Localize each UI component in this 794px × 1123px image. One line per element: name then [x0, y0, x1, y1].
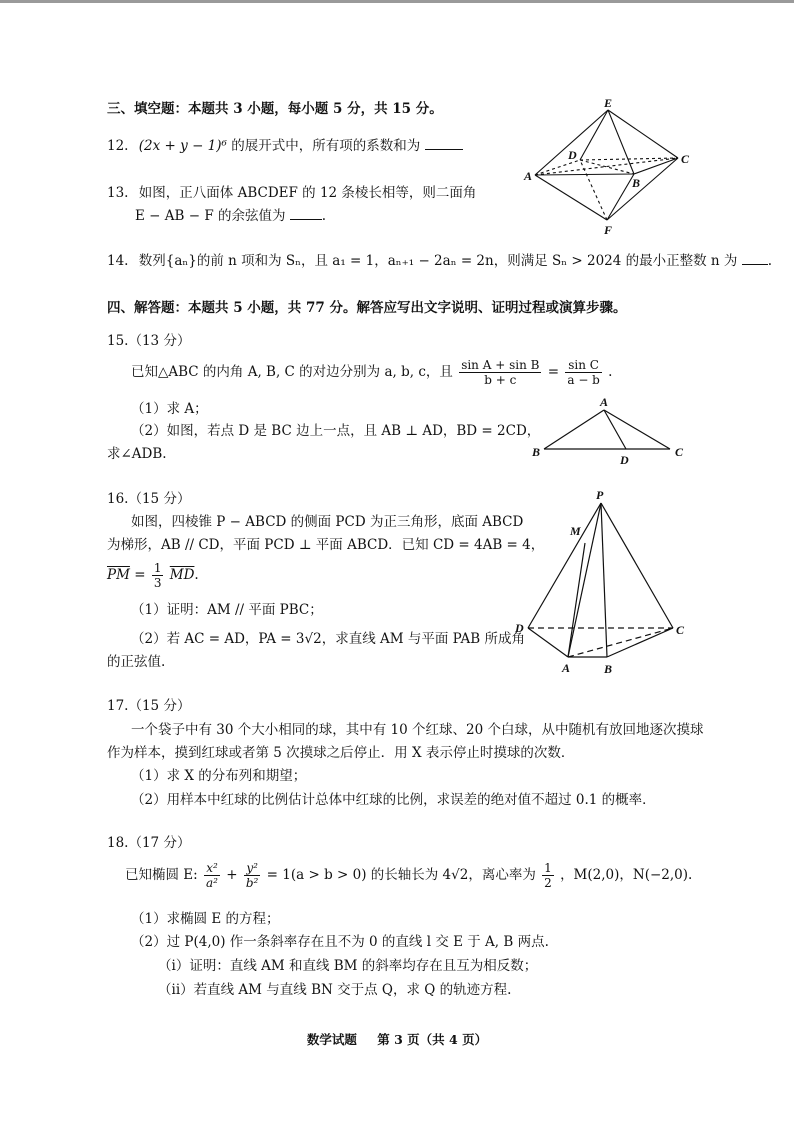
question-16-line-1: 如图，四棱锥 P − ABCD 的侧面 PCD 为正三角形，底面 ABCD — [131, 514, 524, 530]
vertex-label-B: B — [532, 445, 541, 459]
vertex-label-B: B — [632, 176, 641, 190]
vertex-label-P: P — [596, 488, 604, 502]
section-3-heading: 三、填空题：本题共 3 小题，每小题 5 分，共 15 分。 — [107, 101, 443, 117]
vertex-label-B: B — [604, 662, 613, 676]
question-17-part-1: （1）求 X 的分布列和期望； — [131, 768, 307, 784]
question-15-part-2: （2）如图，若点 D 是 BC 边上一点，且 AB ⊥ AD，BD = 2CD， — [131, 423, 541, 439]
question-text: E − AB − F 的余弦值为 — [135, 208, 286, 224]
answer-blank[interactable] — [742, 252, 768, 265]
question-18-intro: 已知椭圆 E: $\frac{\text{x²}}{\text{a²}}$ + $\frac{\text{y²}}{\text{b²}}$ = 1(a > b > 0) 的长轴长为 4√2，离心率为 $\frac{1}{2}$ ，M(2,0)，N(−2,0). — [125, 861, 693, 890]
question-16-part-2: （2）若 AC = AD，PA = 3√2，求直线 AM 与平面 PAB 所成角 — [131, 631, 525, 647]
answer-blank[interactable] — [290, 207, 322, 220]
question-12 — [107, 137, 463, 155]
question-16-line-3: $\overline{PM}$ = $\frac{1}{3}$ $\overline{MD}$. — [107, 561, 199, 590]
fraction: $\frac{\text{x²}}{\text{a²}}$ — [206, 861, 218, 890]
question-15-header: 15.（13 分） — [107, 333, 191, 349]
vertex-label-D: D — [515, 621, 524, 635]
page-footer — [0, 1030, 794, 1048]
vertex-label-A: A — [562, 661, 571, 675]
pyramid-figure — [508, 485, 698, 680]
page-top-rule — [0, 0, 794, 3]
question-16-line-2: 为梯形，AB // CD，平面 PCD ⊥ 平面 ABCD．已知 CD = 4AB = 4， — [107, 537, 545, 553]
fraction: $\frac{\text{y²}}{\text{b²}}$ — [245, 861, 259, 890]
footer-page-number: 第 3 页（共 4 页） — [377, 1032, 488, 1047]
question-18-part-2-i: （i）证明：直线 AM 和直线 BM 的斜率均存在且互为相反数； — [158, 958, 538, 974]
octahedron-figure — [520, 98, 695, 238]
vertex-label-D: D — [620, 453, 629, 466]
question-14: 14. 数列{aₙ}的前 n 项和为 Sₙ，且 a₁ = 1，aₙ₊₁ − 2aₙ = 2n，则满足 Sₙ > 2024 的最小正整数 n 为 . — [107, 253, 773, 269]
question-15-part-1: （1）求 A； — [131, 401, 208, 417]
question-18-part-1: （1）求椭圆 E 的方程； — [131, 911, 280, 927]
question-16-header: 16.（15 分） — [107, 491, 191, 507]
math-expression: (2x + y − 1)⁶ — [138, 138, 227, 154]
question-16-part-1: （1）证明：AM // 平面 PBC； — [131, 602, 323, 618]
vertex-label-C: C — [675, 445, 684, 459]
fraction: $\frac{1}{3}$ — [153, 561, 162, 590]
vertex-label-A: A — [600, 395, 609, 409]
question-18-part-2: （2）过 P(4,0) 作一条斜率存在且不为 0 的直线 l 交 E 于 A, B 两点. — [131, 934, 549, 950]
vertex-label-C: C — [681, 152, 690, 166]
question-15-intro: 已知△ABC 的内角 A, B, C 的对边分别为 a, b, c，且 $\frac{\text{sin A + sin B}}{b + c}$ = $\frac{\text{sin C}}{a - b}$ . — [131, 358, 613, 387]
question-17-header: 17.（15 分） — [107, 698, 191, 714]
vertex-label-F: F — [604, 223, 613, 237]
question-number: 12. — [107, 138, 129, 154]
fraction: $\frac{1}{2}$ — [544, 861, 552, 890]
question-number: 13. — [107, 185, 129, 201]
vertex-label-C: C — [676, 623, 685, 637]
section-4-heading: 四、解答题：本题共 5 小题，共 77 分。解答应写出文字说明、证明过程或演算步骤。 — [107, 300, 627, 316]
vertex-label-D: D — [568, 148, 577, 162]
fraction: $\frac{\text{sin A + sin B}}{b + c}$ — [461, 358, 540, 387]
question-16-part-2-cont: 的正弦值. — [107, 654, 166, 670]
triangle-figure — [528, 394, 693, 466]
question-17-line-2: 作为样本，摸到红球或者第 5 次摸球之后停止．用 X 表示停止时摸球的次数． — [107, 745, 575, 761]
question-13-line-2: E − AB − F 的余弦值为 . — [135, 208, 327, 224]
question-18-part-2-ii: （ii）若直线 AM 与直线 BN 交于点 Q，求 Q 的轨迹方程. — [158, 982, 512, 998]
question-text: 的展开式中，所有项的系数和为 — [231, 138, 421, 154]
question-17-part-2: （2）用样本中红球的比例估计总体中红球的比例，求误差的绝对值不超过 0.1 的概率． — [131, 792, 656, 808]
fraction: $\frac{\text{sin C}}{a - b}$ — [567, 358, 600, 387]
question-18-header: 18.（17 分） — [107, 835, 191, 851]
question-text: 如图，正八面体 ABCDEF 的 12 条棱长相等，则二面角 — [138, 185, 477, 201]
vertex-label-E: E — [604, 98, 613, 110]
footer-subject: 数学试题 — [306, 1032, 357, 1047]
vertex-label-M: M — [570, 524, 581, 538]
question-number: 14. — [107, 253, 129, 269]
question-text: 已知△ABC 的内角 A, B, C 的对边分别为 a, b, c，且 — [131, 364, 453, 380]
vertex-label-A: A — [524, 169, 533, 183]
question-text: 数列{aₙ}的前 n 项和为 Sₙ，且 a₁ = 1，aₙ₊₁ − 2aₙ = 2n，则满足 Sₙ > 2024 的最小正整数 n 为 — [138, 253, 738, 269]
answer-blank[interactable] — [425, 137, 463, 150]
question-15-part-2-cont: 求∠ADB. — [107, 446, 167, 462]
question-17-line-1: 一个袋子中有 30 个大小相同的球，其中有 10 个红球、20 个白球，从中随机有放回地逐次摸球 — [131, 722, 704, 738]
question-13-line-1 — [107, 184, 476, 202]
